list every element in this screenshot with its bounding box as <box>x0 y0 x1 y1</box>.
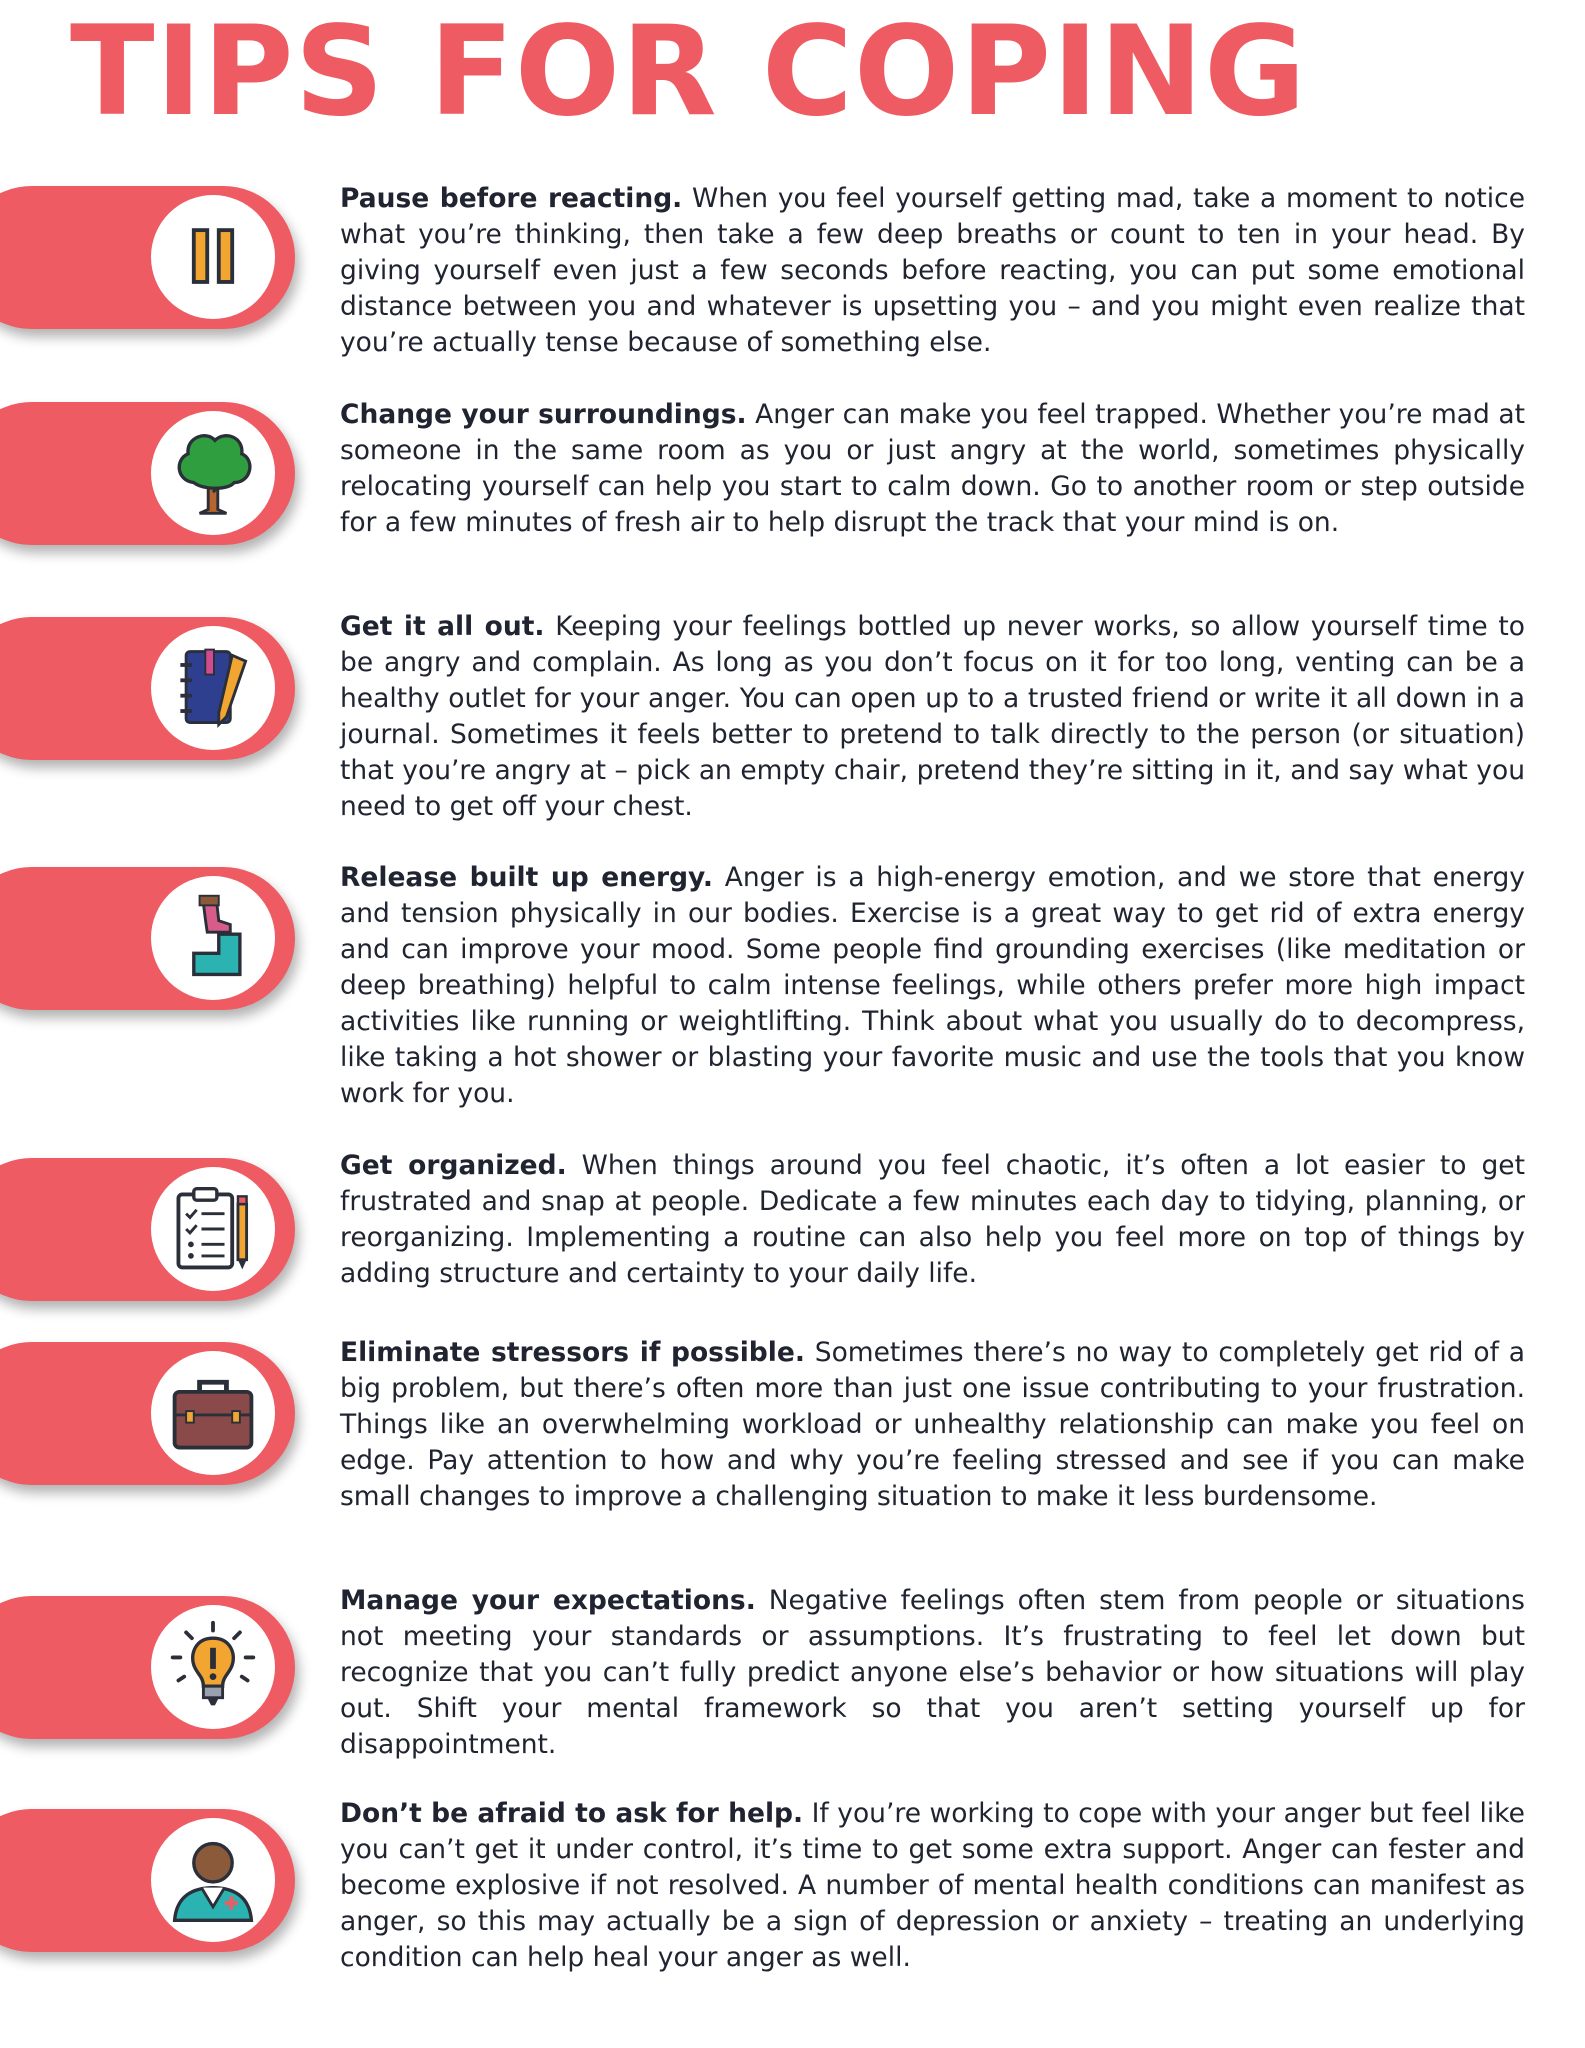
tip-text <box>340 860 1525 1112</box>
icon-circle <box>151 1818 275 1942</box>
tip-body: Anger is a high-energy emotion, and we store that energy and tension physically in our bodies. Exercise is a great way to get rid of extra energy and can improve your mood. Some people find grounding exercises (like meditation or deep breathing) helpful to calm intense feelings, while others prefer more high impact activities like running or weightlifting. Think about what you usually do to decompress, like taking a hot shower or blasting your favorite music and use the tools that you know work for you. <box>340 862 1525 1109</box>
tip-body: Anger can make you feel trapped. Whether you’re mad at someone in the same room as you or just angry at the world, sometimes physically relocating yourself can help you start to calm down. Go to another room or step outside for a few minutes of fresh air to help disrupt the track that your mind is on. <box>340 399 1525 538</box>
tip-text <box>340 397 1525 541</box>
tip-text <box>340 181 1525 361</box>
tip-text <box>340 1796 1525 1976</box>
icon-tab <box>0 867 295 1010</box>
tip-body: When things around you feel chaotic, it’s often a lot easier to get frustrated and snap at people. Dedicate a few minutes each day to tidying, planning, or reorganizing. Implementing a routine can also help you feel more on top of things by adding structure and certainty to your daily life. <box>340 1150 1525 1289</box>
icon-circle <box>151 195 275 319</box>
tip-text <box>340 1148 1525 1292</box>
journal-pencil-icon <box>165 640 261 736</box>
clipboard-checklist-icon <box>165 1181 261 1277</box>
icon-circle <box>151 1605 275 1729</box>
briefcase-icon <box>165 1365 261 1461</box>
tip-heading: Get organized. <box>340 1150 567 1181</box>
icon-circle <box>151 411 275 535</box>
tip-heading: Manage your expectations. <box>340 1585 756 1616</box>
tip-text <box>340 609 1525 825</box>
icon-circle <box>151 1167 275 1291</box>
tip-body: Sometimes there’s no way to completely get rid of a big problem, but there’s often more than just one issue contributing to your frustration. Things like an overwhelming workload or unhealthy relationship can make you feel on edge. Pay attention to how and why you’re feeling stressed and see if you can make small changes to improve a challenging situation to make it less burdensome. <box>340 1337 1525 1512</box>
tip-heading: Get it all out. <box>340 611 545 642</box>
tip-body: Negative feelings often stem from people or situations not meeting your standards or assumptions. It’s frustrating to feel let down but recognize that you can’t fully predict anyone else’s behavior or how situations will play out. Shift your mental framework so that you aren’t setting yourself up for disappointment. <box>340 1585 1525 1760</box>
tip-body: When you feel yourself getting mad, take a moment to notice what you’re thinking, then take a few deep breaths or count to ten in your head. By giving yourself even just a few seconds before reacting, you can put some emotional distance between you and whatever is upsetting you – and you might even realize that you’re actually tense because of something else. <box>340 183 1525 358</box>
tip-heading: Don’t be afraid to ask for help. <box>340 1798 804 1829</box>
tip-body: Keeping your feelings bottled up never works, so allow yourself time to be angry and complain. As long as you don’t focus on it for too long, venting can be a healthy outlet for your anger. You can open up to a trusted friend or write it all down in a journal. Sometimes it feels better to pretend to talk directly to the person (or situation) that you’re angry at – pick an empty chair, pretend they’re sitting in it, and say what you need to get off your chest. <box>340 611 1525 822</box>
icon-tab <box>0 1158 295 1301</box>
lightbulb-icon <box>165 1619 261 1715</box>
tip-text <box>340 1583 1525 1763</box>
tip-heading: Pause before reacting. <box>340 183 683 214</box>
tip-body: If you’re working to cope with your anger but feel like you can’t get it under control, it’s time to get some extra support. Anger can fester and become explosive if not resolved. A number of mental health conditions can manifest as anger, so this may actually be a sign of depression or anxiety – treating an underlying condition can help heal your anger as well. <box>340 1798 1525 1973</box>
health-worker-icon <box>165 1832 261 1928</box>
tip-text <box>340 1335 1525 1515</box>
page-title: TIPS FOR COPING <box>70 0 1307 144</box>
icon-tab <box>0 402 295 545</box>
tip-heading: Eliminate stressors if possible. <box>340 1337 805 1368</box>
icon-circle <box>151 876 275 1000</box>
icon-tab <box>0 1342 295 1485</box>
tip-heading: Change your surroundings. <box>340 399 747 430</box>
tip-heading: Release built up energy. <box>340 862 713 893</box>
stair-step-icon <box>165 890 261 986</box>
icon-tab <box>0 617 295 760</box>
pause-icon <box>165 209 261 305</box>
icon-tab <box>0 186 295 329</box>
icon-tab <box>0 1596 295 1739</box>
icon-tab <box>0 1809 295 1952</box>
tree-icon <box>165 425 261 521</box>
icon-circle <box>151 1351 275 1475</box>
icon-circle <box>151 626 275 750</box>
